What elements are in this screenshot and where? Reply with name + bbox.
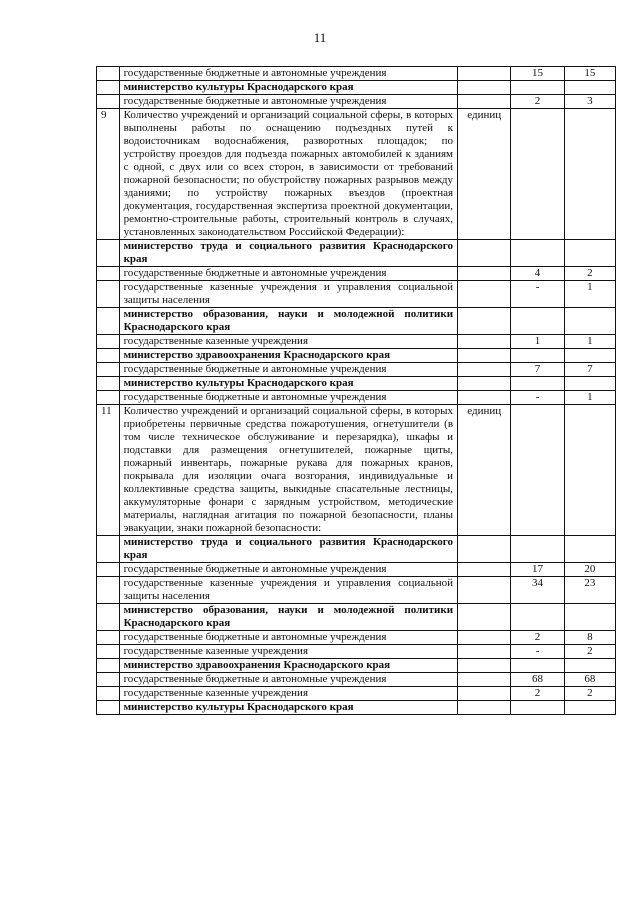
value-year-1 (511, 81, 564, 95)
table-row (97, 335, 616, 349)
unit-cell (458, 349, 511, 363)
value-year-1: 2 (511, 687, 564, 701)
value-year-2 (564, 405, 615, 536)
unit-cell (458, 308, 511, 335)
value-year-1: 2 (511, 631, 564, 645)
table-row (97, 659, 616, 673)
value-year-1: 7 (511, 363, 564, 377)
row-description: государственные казенные учреждения (119, 687, 457, 701)
row-number (97, 240, 120, 267)
value-year-2: 20 (564, 563, 615, 577)
table-row (97, 267, 616, 281)
value-year-2 (564, 659, 615, 673)
table-row (97, 604, 616, 631)
unit-cell (458, 631, 511, 645)
value-year-1 (511, 659, 564, 673)
value-year-2: 1 (564, 391, 615, 405)
value-year-1: - (511, 281, 564, 308)
row-description: Количество учреждений и организаций социальной сферы, в которых выполнены работы по оснащению подъездных путей к водоисточникам водоснабжения, разворотных площадок; по устройству проездов для подъезда пожарных автомобилей к зданиям с одной, с двух или со всех сторон, в зависимости от требований пожарной безопасности; по обустройству пожарных разрывов между зданиями; по устройству пожарных въездов (проектная документация, государственная экспертиза проектной документации, ремонтно-строительные работы, строительный контроль в случаях, установленных законодательством Российской Федерации): (119, 109, 457, 240)
table-row (97, 240, 616, 267)
unit-cell (458, 81, 511, 95)
row-number (97, 377, 120, 391)
table-row (97, 577, 616, 604)
ministry-heading: министерство здравоохранения Краснодарского края (119, 659, 457, 673)
ministry-heading: министерство культуры Краснодарского края (119, 377, 457, 391)
value-year-1 (511, 536, 564, 563)
row-description: государственные бюджетные и автономные учреждения (119, 67, 457, 81)
row-description: государственные бюджетные и автономные учреждения (119, 363, 457, 377)
value-year-1: 34 (511, 577, 564, 604)
row-description: государственные бюджетные и автономные учреждения (119, 95, 457, 109)
value-year-1: 1 (511, 335, 564, 349)
unit-cell (458, 267, 511, 281)
row-number: 11 (97, 405, 120, 536)
table-row (97, 95, 616, 109)
row-number (97, 673, 120, 687)
value-year-2 (564, 308, 615, 335)
value-year-2: 2 (564, 645, 615, 659)
value-year-2: 3 (564, 95, 615, 109)
row-description: государственные бюджетные и автономные учреждения (119, 631, 457, 645)
unit-cell (458, 240, 511, 267)
value-year-2 (564, 604, 615, 631)
table-row (97, 281, 616, 308)
unit-cell (458, 577, 511, 604)
unit-cell (458, 701, 511, 715)
indicators-table (96, 66, 616, 715)
table-row (97, 631, 616, 645)
row-number (97, 563, 120, 577)
row-number (97, 391, 120, 405)
value-year-2 (564, 349, 615, 363)
row-number (97, 577, 120, 604)
row-number (97, 335, 120, 349)
table-row (97, 673, 616, 687)
table-row (97, 81, 616, 95)
row-description: государственные казенные учреждения (119, 645, 457, 659)
unit-cell (458, 604, 511, 631)
unit-cell (458, 536, 511, 563)
row-number (97, 81, 120, 95)
ministry-heading: министерство труда и социального развития Краснодарского края (119, 536, 457, 563)
page-number: 11 (313, 30, 327, 45)
table-row (97, 377, 616, 391)
unit-cell (458, 645, 511, 659)
ministry-heading: министерство культуры Краснодарского края (119, 701, 457, 715)
value-year-1 (511, 109, 564, 240)
value-year-2: 68 (564, 673, 615, 687)
unit-cell: единиц (458, 405, 511, 536)
value-year-1: - (511, 645, 564, 659)
value-year-2: 7 (564, 363, 615, 377)
ministry-heading: министерство труда и социального развития Краснодарского края (119, 240, 457, 267)
value-year-2 (564, 109, 615, 240)
value-year-1 (511, 405, 564, 536)
table-row (97, 363, 616, 377)
row-number (97, 645, 120, 659)
unit-cell: единиц (458, 109, 511, 240)
table-row (97, 645, 616, 659)
unit-cell (458, 95, 511, 109)
table-row (97, 391, 616, 405)
row-description: государственные бюджетные и автономные учреждения (119, 267, 457, 281)
row-number (97, 67, 120, 81)
value-year-2: 1 (564, 281, 615, 308)
value-year-2: 8 (564, 631, 615, 645)
value-year-1 (511, 308, 564, 335)
value-year-2 (564, 377, 615, 391)
table-row (97, 349, 616, 363)
row-description: Количество учреждений и организаций социальной сферы, в которых приобретены первичные средства пожаротушения, огнетушители (в том числе техническое обслуживание и перезарядка), шкафы и подставки для размещения огнетушителей, пожарные щиты, пожарный инвентарь, пожарные рукава для пожарных кранов, покрывала для изоляции очага возгорания, индивидуальные и коллективные средства защиты, выкидные спасательные лестницы, аккумуляторные фонари с зарядным устройством, методические материалы, наглядная агитация по пожарной безопасности, планы эвакуации, знаки пожарной безопасности: (119, 405, 457, 536)
value-year-1: 17 (511, 563, 564, 577)
row-description: государственные казенные учреждения и управления социальной защиты населения (119, 281, 457, 308)
row-number: 9 (97, 109, 120, 240)
unit-cell (458, 281, 511, 308)
value-year-1 (511, 240, 564, 267)
unit-cell (458, 67, 511, 81)
value-year-2 (564, 701, 615, 715)
value-year-1 (511, 701, 564, 715)
ministry-heading: министерство культуры Краснодарского края (119, 81, 457, 95)
row-description: государственные казенные учреждения (119, 335, 457, 349)
row-description: государственные казенные учреждения и управления социальной защиты населения (119, 577, 457, 604)
row-number (97, 536, 120, 563)
table-row (97, 67, 616, 81)
value-year-1 (511, 377, 564, 391)
unit-cell (458, 377, 511, 391)
value-year-2: 1 (564, 335, 615, 349)
value-year-2: 23 (564, 577, 615, 604)
value-year-1 (511, 349, 564, 363)
row-number (97, 95, 120, 109)
table-row (97, 687, 616, 701)
table-row (97, 109, 616, 240)
unit-cell (458, 391, 511, 405)
row-number (97, 363, 120, 377)
unit-cell (458, 335, 511, 349)
unit-cell (458, 687, 511, 701)
table-row (97, 308, 616, 335)
value-year-1 (511, 604, 564, 631)
table-row (97, 701, 616, 715)
ministry-heading: министерство здравоохранения Краснодарского края (119, 349, 457, 363)
row-number (97, 267, 120, 281)
ministry-heading: министерство образования, науки и молодежной политики Краснодарского края (119, 604, 457, 631)
row-number (97, 631, 120, 645)
table-row (97, 563, 616, 577)
row-description: государственные бюджетные и автономные учреждения (119, 391, 457, 405)
value-year-2 (564, 536, 615, 563)
unit-cell (458, 363, 511, 377)
value-year-2: 2 (564, 687, 615, 701)
value-year-2 (564, 81, 615, 95)
table-row (97, 405, 616, 536)
value-year-1: 15 (511, 67, 564, 81)
row-number (97, 349, 120, 363)
row-number (97, 308, 120, 335)
value-year-1: 4 (511, 267, 564, 281)
row-number (97, 687, 120, 701)
ministry-heading: министерство образования, науки и молодежной политики Краснодарского края (119, 308, 457, 335)
unit-cell (458, 563, 511, 577)
row-number (97, 604, 120, 631)
row-number (97, 701, 120, 715)
row-number (97, 281, 120, 308)
table-row (97, 536, 616, 563)
value-year-2 (564, 240, 615, 267)
value-year-1: - (511, 391, 564, 405)
unit-cell (458, 659, 511, 673)
value-year-1: 2 (511, 95, 564, 109)
value-year-2: 2 (564, 267, 615, 281)
value-year-1: 68 (511, 673, 564, 687)
unit-cell (458, 673, 511, 687)
row-description: государственные бюджетные и автономные учреждения (119, 673, 457, 687)
row-description: государственные бюджетные и автономные учреждения (119, 563, 457, 577)
row-number (97, 659, 120, 673)
value-year-2: 15 (564, 67, 615, 81)
